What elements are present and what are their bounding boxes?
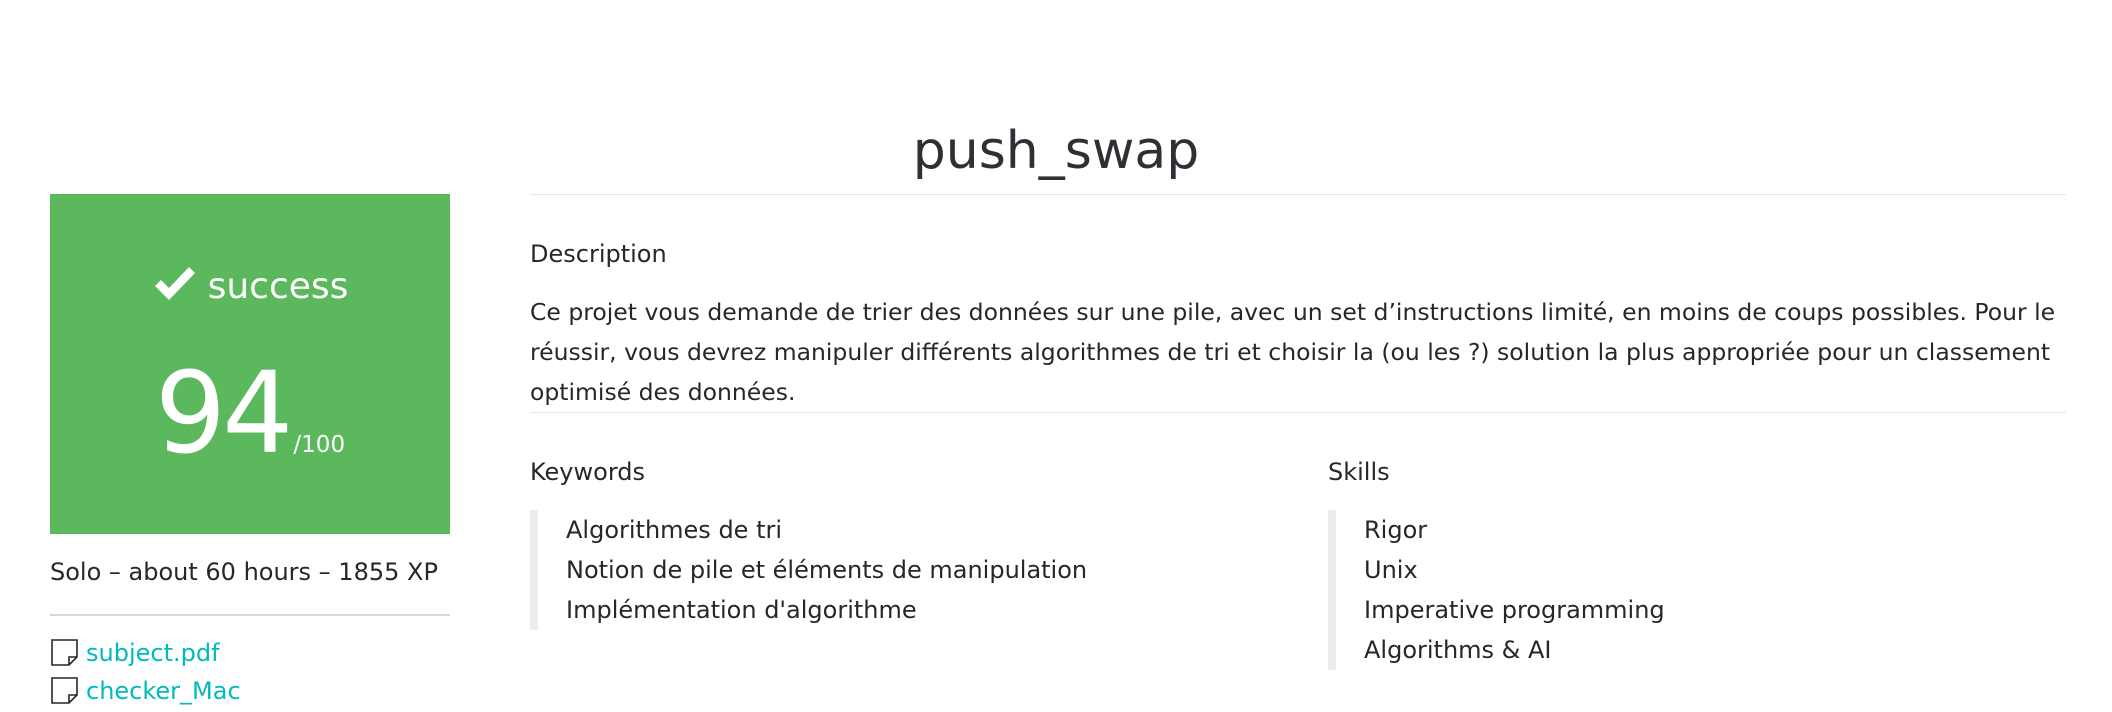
skills-list [1328, 510, 2064, 670]
score-line [50, 349, 450, 479]
attachment-label[interactable]: subject.pdf [86, 639, 220, 667]
description-text: Ce projet vous demande de trier des données sur une pile, avec un set d’instructions limité, en moins de coups possibles. Pour le réussir, vous devrez manipuler différents algorithmes de tri et choisir la (ou les ?) solution la plus appropriée pour un classement optimisé des données. [530, 298, 2056, 406]
keyword-item: Notion de pile et éléments de manipulation [566, 556, 1088, 584]
attachment-subject-pdf[interactable] [50, 634, 450, 672]
divider-top [530, 194, 2066, 195]
attachment-checker-mac[interactable] [50, 672, 450, 710]
score-card [50, 194, 450, 534]
project-title: push_swap [912, 120, 1200, 181]
divider-middle [530, 412, 2066, 413]
keyword-item: Implémentation d'algorithme [566, 596, 917, 624]
score-value: 94 [154, 349, 290, 479]
keywords-heading: Keywords [530, 458, 646, 486]
skills-heading: Skills [1328, 458, 1390, 486]
skill-item: Imperative programming [1364, 596, 1665, 624]
document-icon [50, 638, 80, 668]
skill-item: Algorithms & AI [1364, 636, 1552, 664]
status-line [50, 264, 450, 316]
score-max: /100 [293, 432, 346, 458]
description-heading: Description [530, 240, 667, 268]
skill-item: Rigor [1364, 516, 1428, 544]
keyword-item: Algorithmes de tri [566, 516, 783, 544]
attachments-list [50, 634, 450, 710]
document-icon [50, 676, 80, 706]
status-label: success [207, 266, 349, 307]
project-meta: Solo – about 60 hours – 1855 XP [50, 558, 438, 586]
check-icon [152, 264, 198, 316]
meta-divider [50, 614, 450, 616]
skill-item: Unix [1364, 556, 1418, 584]
keywords-list [530, 510, 1306, 630]
attachment-label[interactable]: checker_Mac [86, 677, 241, 705]
